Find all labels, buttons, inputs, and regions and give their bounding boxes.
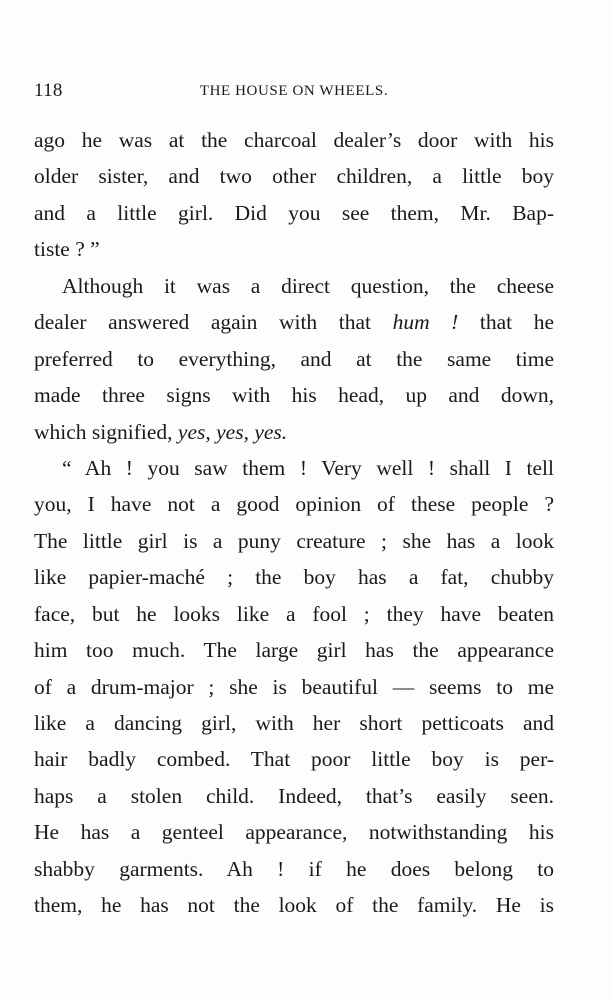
text-line: Although it was a direct question, the cheese	[62, 273, 554, 298]
text-segment: dealer answered again with that	[34, 310, 371, 335]
emphasis: hum !	[392, 310, 459, 335]
text-line: haps a stolen child. Indeed, that’s easily seen.	[34, 783, 554, 808]
running-head	[34, 80, 554, 108]
text-segment: that he	[458, 310, 554, 335]
emphasis: yes, yes, yes.	[177, 419, 288, 444]
text-line: and a little girl. Did you see them, Mr. Bap-	[34, 200, 554, 225]
text-line: He has a genteel appearance, notwithstanding his	[34, 820, 554, 845]
text-line: him too much. The large girl has the appearance	[34, 638, 554, 663]
text-line: ago he was at the charcoal dealer’s door with his	[34, 128, 554, 152]
text-line: tiste ? ”	[34, 237, 100, 262]
text-line: like a dancing girl, with her short petticoats and	[34, 711, 554, 735]
text-line: them, he has not the look of the family. He is	[34, 893, 554, 918]
running-title: THE HOUSE ON WHEELS.	[199, 83, 389, 99]
page-number: 118	[34, 80, 63, 101]
text-line: hair badly combed. That poor little boy is per-	[34, 747, 554, 772]
text-line: you, I have not a good opinion of these people ?	[34, 492, 554, 517]
body-text	[34, 122, 554, 924]
text-line: shabby garments. Ah ! if he does belong to	[34, 856, 554, 881]
text-line: like papier-maché ; the boy has a fat, chubby	[34, 565, 554, 590]
text-line	[34, 304, 554, 340]
text-line: The little girl is a puny creature ; she has a look	[34, 528, 554, 553]
text-line: older sister, and two other children, a little boy	[34, 164, 554, 189]
text-line	[34, 414, 554, 450]
text-line: preferred to everything, and at the same time	[34, 346, 554, 371]
text-line: made three signs with his head, up and down,	[34, 383, 554, 408]
text-line: face, but he looks like a fool ; they have beaten	[34, 601, 554, 626]
text-line: “ Ah ! you saw them ! Very well ! shall I tell	[62, 455, 554, 480]
text-segment: which signified,	[34, 419, 173, 444]
text-line: of a drum-major ; she is beautiful — seems to me	[34, 674, 554, 699]
